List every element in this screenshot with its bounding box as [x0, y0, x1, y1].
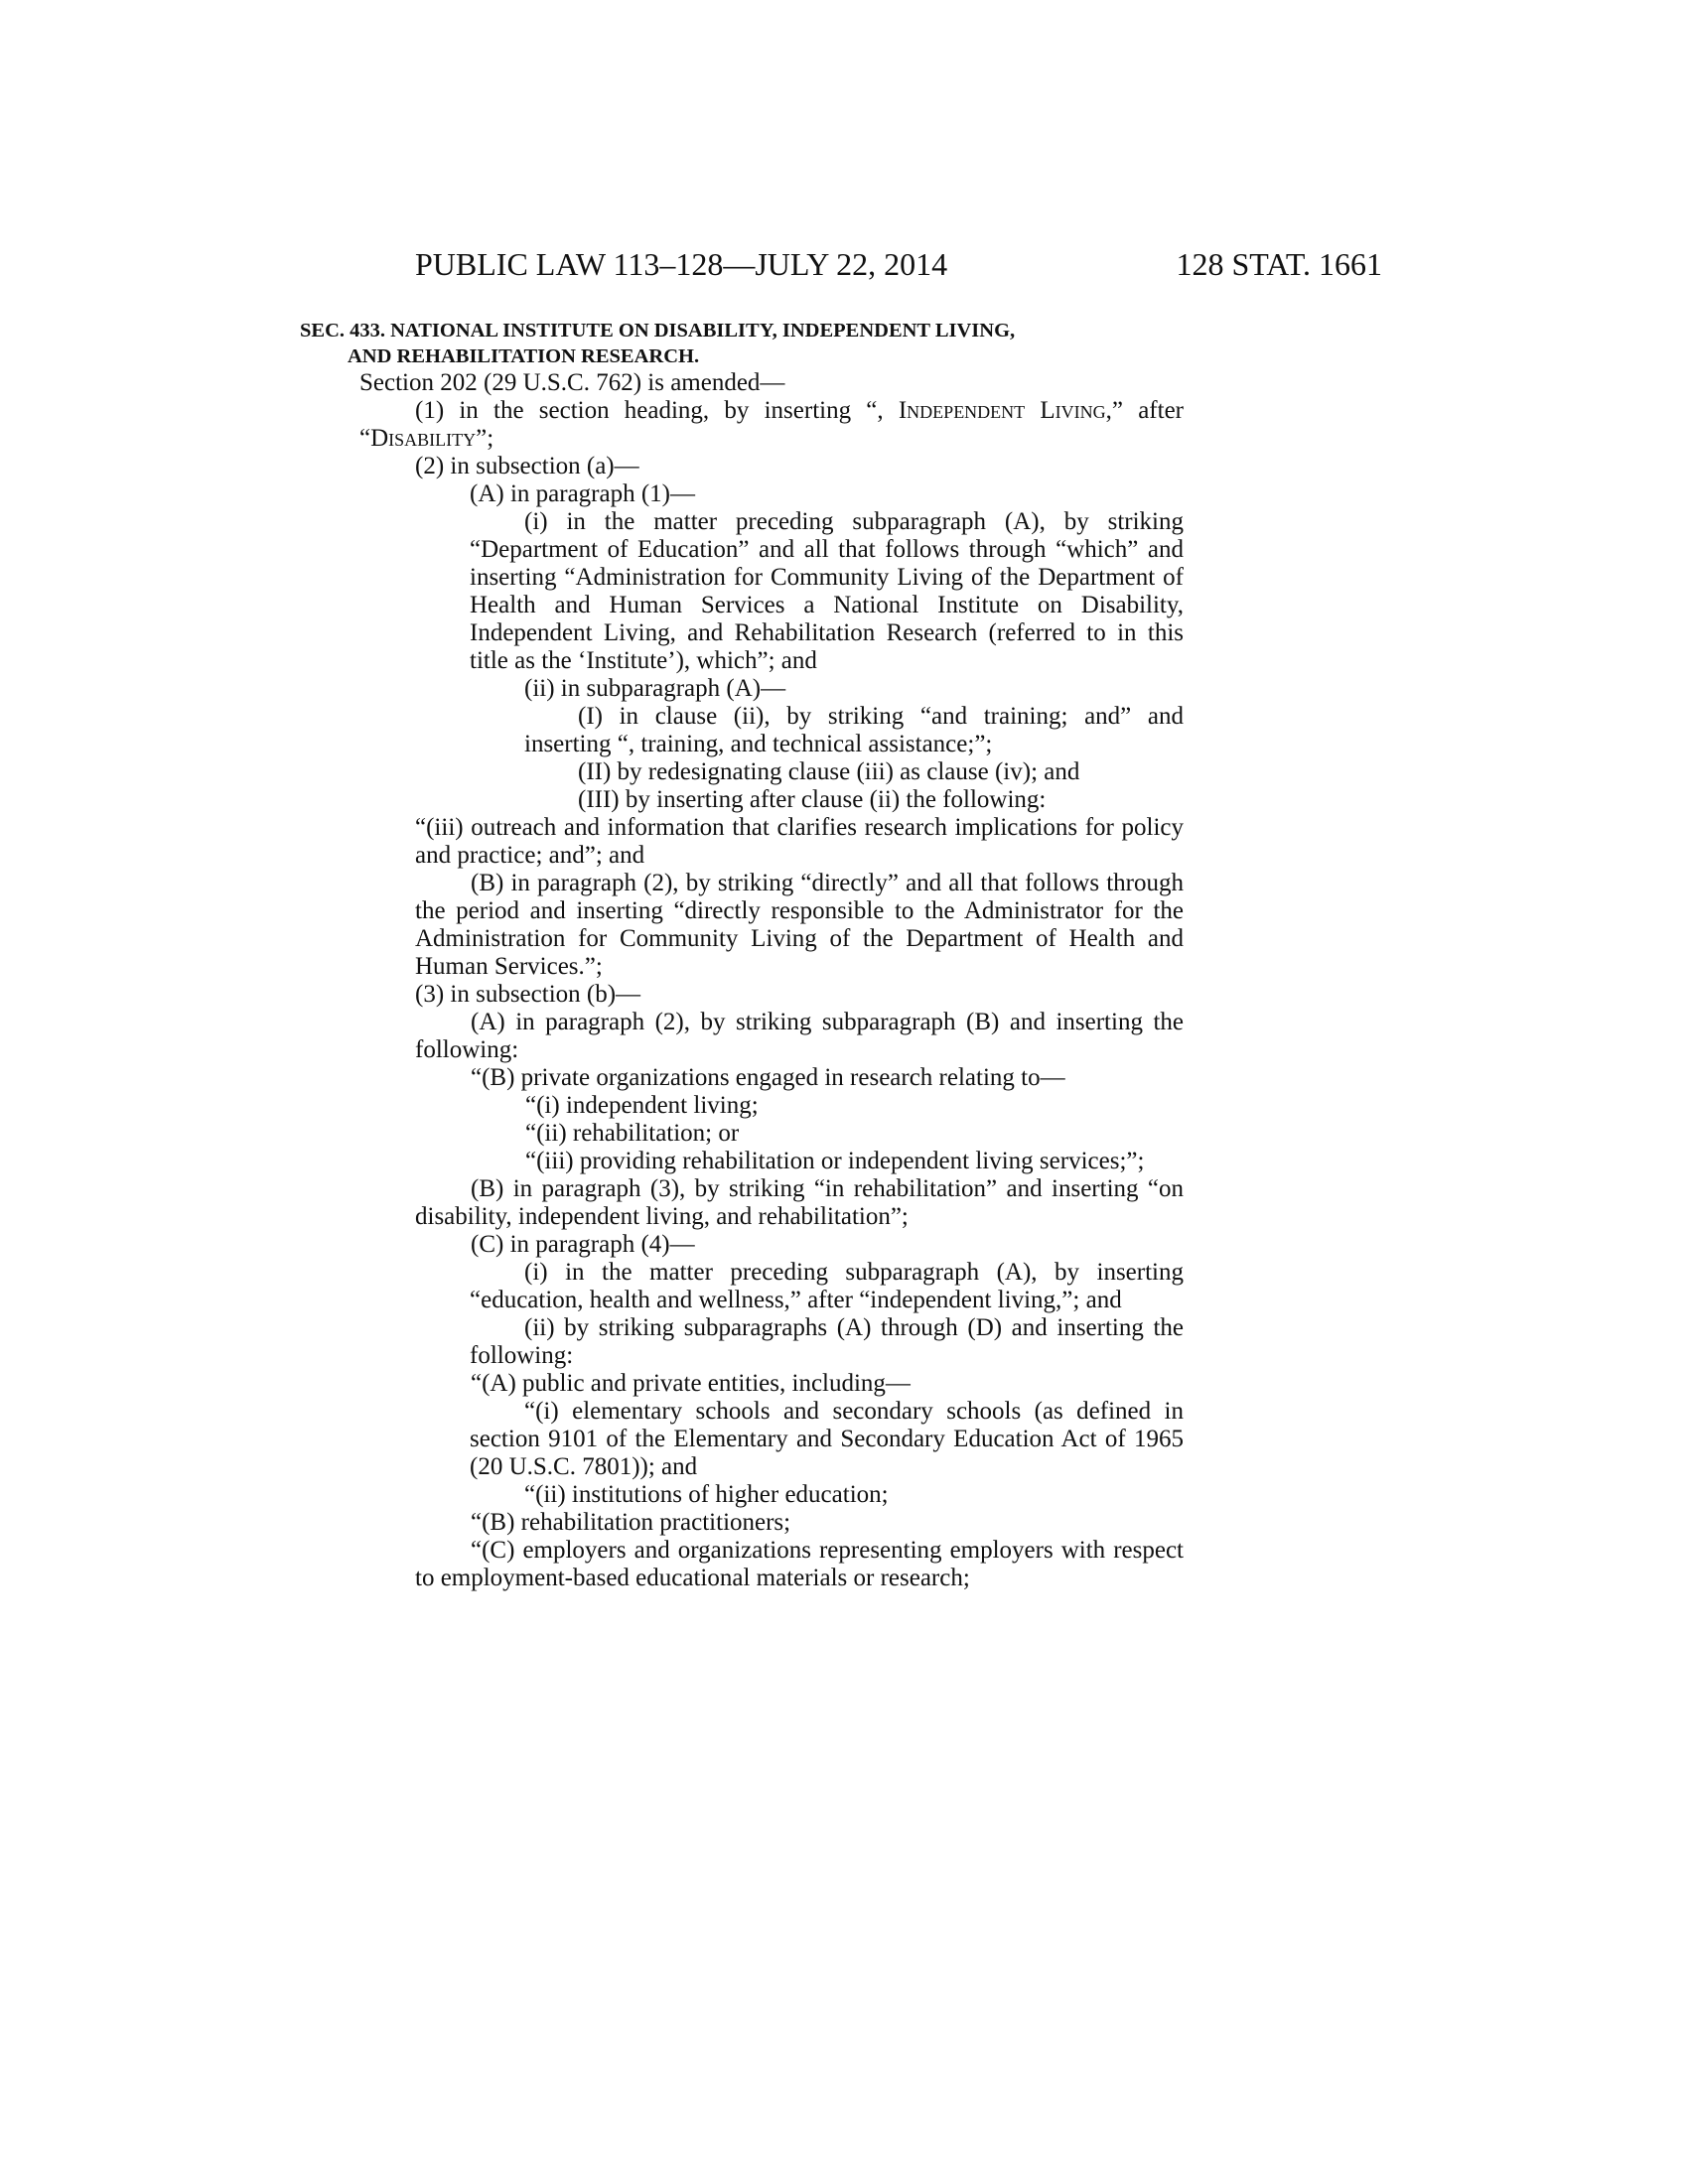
inserted-subparagraph-A-ii: “(ii) institutions of higher education;: [524, 1481, 889, 1508]
paragraph-3-C-ii: (ii) by striking subparagraphs (A) through (D) and inserting the following:: [470, 1314, 1184, 1369]
paragraph-2-B: (B) in paragraph (2), by striking “directly” and all that follows through the period and inserting “directly responsible to the Administrator for the Administration for Community Living of the Department of Health and Human Services.”;: [415, 870, 1184, 980]
paragraph-3-B: (B) in paragraph (3), by striking “in rehabilitation” and inserting “on disability, independent living, and rehabilitation”;: [415, 1175, 1184, 1230]
paragraph-intro: Section 202 (29 U.S.C. 762) is amended—: [359, 369, 785, 396]
inserted-clause-i: “(i) independent living;: [525, 1092, 759, 1119]
paragraph-2: (2) in subsection (a)—: [415, 453, 639, 479]
inserted-subparagraph-A-i: “(i) elementary schools and secondary schools (as defined in section 9101 of the Elementary and Secondary Education Act of 1965 (20 U.S.C. 7801)); and: [470, 1398, 1184, 1480]
running-head: [415, 246, 1382, 286]
inserted-clause-iii: “(iii) outreach and information that clarifies research implications for policy and practice; and”; and: [415, 814, 1184, 869]
inserted-subparagraph-B: “(B) private organizations engaged in research relating to—: [471, 1064, 1065, 1091]
paragraph-3-C: (C) in paragraph (4)—: [471, 1231, 695, 1258]
paragraph-2-A-i: (i) in the matter preceding subparagraph (A), by striking “Department of Education” and all that follows through “which” and inserting “Administration for Community Living of the Department of Health and Human Services a National Institute on Disability, Independent Living, and Rehabilitation Research (referred to in this title as the ‘Institute’), which”; and: [470, 508, 1184, 674]
paragraph-3-C-i: (i) in the matter preceding subparagraph (A), by inserting “education, health and wellness,” after “independent living,”; and: [470, 1259, 1184, 1313]
paragraph-3-A: (A) in paragraph (2), by striking subparagraph (B) and inserting the following:: [415, 1009, 1184, 1063]
section-heading: [300, 318, 1184, 369]
section-body: [359, 369, 1184, 1592]
section-heading-line-1: SEC. 433. NATIONAL INSTITUTE ON DISABILITY, INDEPENDENT LIVING,: [300, 320, 1016, 341]
paragraph-2-A-ii-II: (II) by redesignating clause (iii) as clause (iv); and: [578, 758, 1080, 785]
statute-page-number: 128 STAT. 1661: [1176, 246, 1382, 282]
running-head-title: PUBLIC LAW 113–128—JULY 22, 2014: [415, 246, 948, 282]
inserted-clause-iii-services: “(iii) providing rehabilitation or independent living services;”;: [525, 1148, 1145, 1174]
paragraph-3: (3) in subsection (b)—: [415, 981, 641, 1008]
paragraph-1: (1) in the section heading, by inserting “, Independent Living,” after “Disability”;: [359, 397, 1184, 452]
paragraph-2-A-ii-III: (III) by inserting after clause (ii) the following:: [578, 786, 1047, 813]
inserted-clause-ii: “(ii) rehabilitation; or: [525, 1120, 740, 1147]
paragraph-2-A: (A) in paragraph (1)—: [470, 480, 695, 507]
inserted-subparagraph-B-practitioners: “(B) rehabilitation practitioners;: [471, 1509, 791, 1536]
inserted-subparagraph-A: “(A) public and private entities, including—: [471, 1370, 911, 1397]
small-caps-independent-living: Independent Living: [898, 397, 1106, 424]
paragraph-2-A-ii-I: (I) in clause (ii), by striking “and training; and” and inserting “, training, and technical assistance;”;: [524, 703, 1184, 757]
section-heading-line-2: AND REHABILITATION RESEARCH.: [348, 345, 700, 367]
small-caps-disability: Disability: [370, 425, 477, 452]
inserted-subparagraph-C: “(C) employers and organizations representing employers with respect to employment-based educational materials or research;: [415, 1537, 1184, 1591]
paragraph-2-A-ii: (ii) in subparagraph (A)—: [524, 675, 786, 702]
